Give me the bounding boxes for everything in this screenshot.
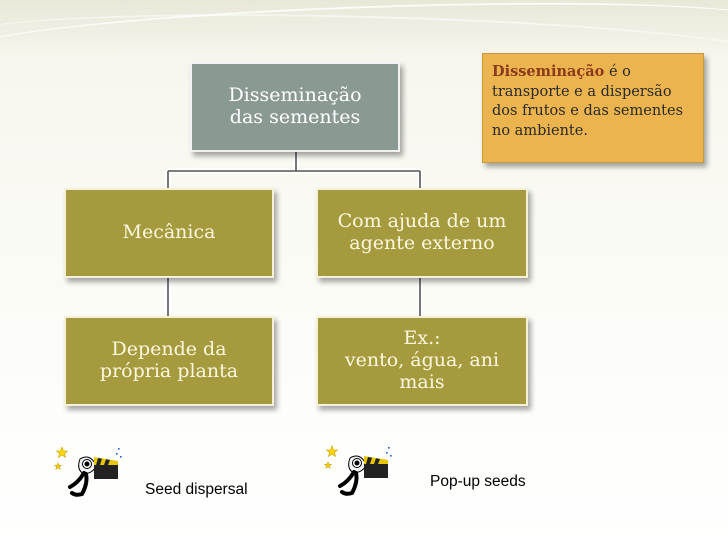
callout-term: Disseminação bbox=[492, 63, 605, 80]
movie-clip-icon[interactable] bbox=[52, 445, 124, 501]
leaf-node-examples-label: vento, água, ani mais bbox=[344, 349, 500, 393]
callout-definition: é o transporte e a dispersão dos frutos e das sementes no ambiente. bbox=[492, 64, 684, 140]
root-node bbox=[190, 62, 400, 152]
media-caption-seed-dispersal[interactable]: Seed dispersal bbox=[145, 481, 248, 498]
leaf-node-examples bbox=[316, 316, 528, 406]
root-node-label: Disseminação das sementes bbox=[228, 84, 362, 128]
definition-callout bbox=[482, 53, 704, 163]
branch-node-mechanical bbox=[64, 188, 274, 278]
leaf-node-examples-prefix: Ex.: bbox=[403, 327, 441, 350]
media-caption-pop-up-seeds[interactable]: Pop-up seeds bbox=[430, 473, 526, 490]
branch-node-external-agent bbox=[316, 188, 528, 278]
branch-node-external-agent-label: Com ajuda de um agente externo bbox=[337, 210, 507, 254]
leaf-node-own-plant bbox=[64, 316, 274, 406]
movie-clip-icon[interactable] bbox=[322, 444, 394, 500]
branch-node-mechanical-label: Mecânica bbox=[122, 221, 216, 244]
leaf-node-own-plant-label: Depende da própria planta bbox=[99, 338, 239, 382]
